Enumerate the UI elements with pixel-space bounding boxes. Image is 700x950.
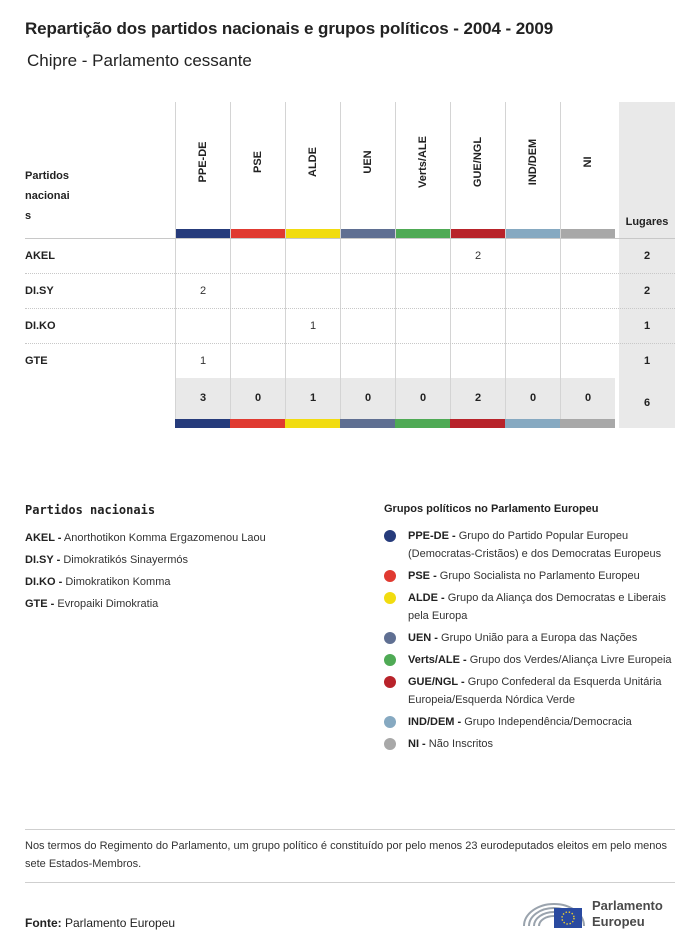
group-total-cell: 2	[450, 378, 505, 419]
political-group-item	[384, 713, 674, 731]
seats-table	[25, 102, 675, 428]
divider	[25, 882, 675, 883]
group-column-header	[230, 102, 285, 238]
political-groups-title: Grupos políticos no Parlamento Europeu	[384, 503, 599, 515]
seat-cell: 2	[175, 274, 230, 309]
party-seats-total: 2	[619, 239, 675, 274]
political-group-item	[384, 629, 674, 647]
hemicycle-flag-icon	[520, 892, 588, 934]
political-group-name: Grupo Confederal da Esquerda Unitária Europeia/Esquerda Nórdica Verde	[408, 676, 662, 706]
seat-cell	[505, 274, 560, 309]
totals-row	[25, 378, 675, 428]
total-seats: 6	[619, 378, 675, 428]
group-total-cell: 0	[230, 378, 285, 419]
political-group-name: Grupo dos Verdes/Aliança Livre Europeia	[469, 654, 672, 666]
political-group-abbr: NI -	[408, 738, 426, 750]
seat-cell	[395, 239, 450, 274]
group-column-header	[340, 102, 395, 238]
group-column-label: PPE-DE	[197, 141, 209, 183]
group-total-cell: 0	[395, 378, 450, 419]
seat-cell	[560, 239, 615, 274]
seat-cell	[450, 344, 505, 379]
party-column-header: Partidos nacionais	[25, 170, 70, 222]
seat-cell: 1	[285, 309, 340, 344]
group-column-label: Verts/ALE	[417, 136, 429, 188]
source-value: Parlamento Europeu	[65, 916, 176, 930]
political-group-name: Grupo Independência/Democracia	[464, 716, 632, 728]
group-color-bar	[560, 419, 615, 428]
seat-cell	[340, 344, 395, 379]
seat-cell	[285, 239, 340, 274]
party-name: DI.SY	[25, 285, 54, 297]
group-color-dot-icon	[384, 530, 396, 542]
group-total-cell: 0	[505, 378, 560, 419]
party-seats-total: 1	[619, 309, 675, 344]
source-line	[25, 916, 175, 930]
group-total-cell: 3	[175, 378, 230, 419]
group-column-label: IND/DEM	[527, 138, 539, 186]
table-row	[25, 308, 675, 343]
national-party-name: Evropaiki Dimokratia	[57, 598, 159, 610]
seat-cell	[560, 344, 615, 379]
political-group-item	[384, 735, 674, 753]
group-total-cell: 0	[340, 378, 395, 419]
group-color-bar	[286, 229, 340, 238]
seat-cell	[285, 344, 340, 379]
political-group-abbr: PSE -	[408, 570, 437, 582]
logo-line-2: Europeu	[592, 914, 645, 929]
source-label: Fonte:	[25, 916, 62, 930]
group-color-bar	[176, 229, 230, 238]
group-column-header	[175, 102, 230, 238]
party-name: AKEL	[25, 250, 55, 262]
group-color-dot-icon	[384, 592, 396, 604]
party-seats-total: 1	[619, 344, 675, 379]
national-party-name: Dimokratikós Sinayermós	[63, 554, 189, 566]
group-color-bar	[395, 419, 450, 428]
group-column-header	[285, 102, 340, 238]
political-group-name: Grupo União para a Europa das Nações	[441, 632, 638, 644]
political-group-abbr: PPE-DE -	[408, 530, 456, 542]
national-party-name: Anorthotikon Komma Ergazomenou Laou	[63, 532, 266, 544]
seat-cell	[230, 239, 285, 274]
group-color-bar	[505, 419, 560, 428]
national-party-item	[25, 593, 355, 615]
national-party-abbr: AKEL -	[25, 532, 62, 544]
political-group-abbr: Verts/ALE -	[408, 654, 467, 666]
group-color-bar	[340, 419, 395, 428]
group-color-dot-icon	[384, 632, 396, 644]
political-group-name: Grupo Socialista no Parlamento Europeu	[439, 570, 640, 582]
seat-cell	[505, 239, 560, 274]
seat-cell	[505, 309, 560, 344]
seat-cell	[395, 274, 450, 309]
logo-text	[592, 898, 663, 930]
group-column-label: GUE/NGL	[472, 136, 484, 188]
group-color-bar	[451, 229, 505, 238]
group-color-bar	[231, 229, 285, 238]
group-color-bar	[175, 419, 230, 428]
seat-cell	[560, 274, 615, 309]
table-row	[25, 343, 675, 378]
seat-cell	[505, 344, 560, 379]
seat-cell	[175, 239, 230, 274]
seat-cell	[560, 309, 615, 344]
group-color-dot-icon	[384, 570, 396, 582]
parliament-logo	[520, 892, 680, 934]
group-color-bar	[230, 419, 285, 428]
seat-cell: 2	[450, 239, 505, 274]
political-group-item	[384, 589, 674, 625]
national-party-item	[25, 549, 355, 571]
political-group-name: Não Inscritos	[428, 738, 493, 750]
political-group-name: Grupo da Aliança dos Democratas e Liberais pela Europa	[408, 592, 667, 622]
group-column-header	[505, 102, 560, 238]
group-color-dot-icon	[384, 654, 396, 666]
political-group-abbr: UEN -	[408, 632, 438, 644]
group-column-label: UEN	[362, 150, 374, 174]
table-header	[25, 102, 675, 238]
group-column-label: PSE	[252, 150, 264, 174]
footnote: Nos termos do Regimento do Parlamento, um grupo político é constituído por pelo menos 23 eurodeputados eleitos em pelo menos sete Estados-Membros.	[25, 840, 668, 870]
group-color-dot-icon	[384, 738, 396, 750]
political-group-item	[384, 651, 674, 669]
party-name: DI.KO	[25, 320, 56, 332]
page-subtitle: Chipre - Parlamento cessante	[27, 51, 252, 70]
group-column-label: ALDE	[307, 147, 319, 177]
seats-column-label: Lugares	[625, 216, 669, 228]
seat-cell	[340, 274, 395, 309]
seat-cell	[230, 344, 285, 379]
seat-cell	[230, 309, 285, 344]
political-group-item	[384, 527, 674, 563]
group-color-bar	[561, 229, 615, 238]
page-title: Repartição dos partidos nacionais e grupos políticos - 2004 - 2009	[25, 19, 554, 38]
seat-cell: 1	[175, 344, 230, 379]
seat-cell	[175, 309, 230, 344]
seat-cell	[340, 309, 395, 344]
table-row	[25, 238, 675, 273]
political-group-abbr: GUE/NGL -	[408, 676, 465, 688]
national-party-abbr: GTE -	[25, 598, 55, 610]
national-party-name: Dimokratikon Komma	[65, 576, 171, 588]
table-row	[25, 273, 675, 308]
national-parties-title: Partidos nacionais	[25, 503, 156, 517]
group-color-bar	[450, 419, 505, 428]
political-groups-legend	[384, 527, 674, 757]
national-party-item	[25, 527, 355, 549]
seat-cell	[450, 309, 505, 344]
group-column-header	[560, 102, 615, 238]
group-column-header	[395, 102, 450, 238]
political-group-item	[384, 673, 674, 709]
group-color-bar	[341, 229, 395, 238]
seats-column-header	[619, 102, 675, 238]
national-parties-legend	[25, 527, 355, 615]
group-color-bar	[506, 229, 560, 238]
national-party-abbr: DI.KO -	[25, 576, 63, 588]
group-total-cell: 1	[285, 378, 340, 419]
political-group-abbr: ALDE -	[408, 592, 445, 604]
group-color-dot-icon	[384, 676, 396, 688]
seat-cell	[395, 309, 450, 344]
political-group-name: Grupo do Partido Popular Europeu (Democratas-Cristãos) e dos Democratas Europeus	[408, 530, 662, 560]
group-column-label: NI	[582, 156, 594, 168]
logo-line-1: Parlamento	[592, 898, 663, 913]
seat-cell	[285, 274, 340, 309]
group-color-bar	[396, 229, 450, 238]
political-group-item	[384, 567, 674, 585]
party-seats-total: 2	[619, 274, 675, 309]
divider	[25, 829, 675, 830]
national-party-abbr: DI.SY -	[25, 554, 61, 566]
group-column-header	[450, 102, 505, 238]
political-group-abbr: IND/DEM -	[408, 716, 462, 728]
national-party-item	[25, 571, 355, 593]
seat-cell	[340, 239, 395, 274]
seat-cell	[230, 274, 285, 309]
group-total-cell: 0	[560, 378, 615, 419]
group-color-bar	[285, 419, 340, 428]
party-name: GTE	[25, 355, 48, 367]
seat-cell	[450, 274, 505, 309]
group-color-dot-icon	[384, 716, 396, 728]
seat-cell	[395, 344, 450, 379]
